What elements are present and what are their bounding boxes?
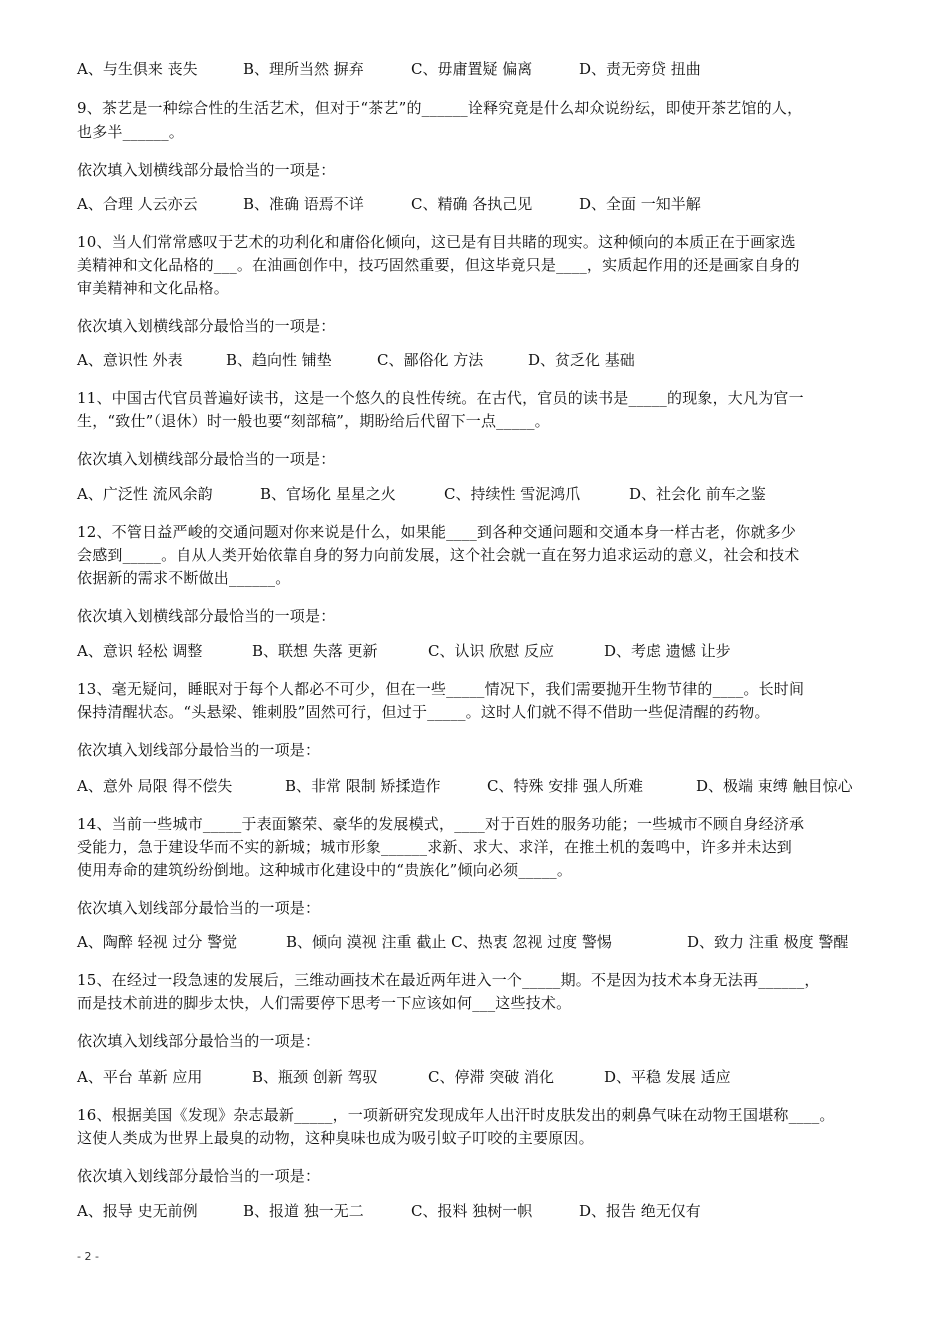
q12-stem-line-3: 依据新的需求不断做出______。 (77, 569, 291, 587)
q10-instruction: 依次填入划横线部分最恰当的一项是： (77, 317, 336, 335)
q12-instruction: 依次填入划横线部分最恰当的一项是： (77, 607, 336, 625)
q9-option-a: A、合理 人云亦云 (77, 195, 198, 213)
q16-stem-line-2: 这使人类成为世界上最臭的动物，这种臭味也成为吸引蚊子叮咬的主要原因。 (77, 1129, 594, 1147)
q12-option-a: A、意识 轻松 调整 (77, 642, 203, 660)
q12-option-c: C、认识 欣慰 反应 (428, 642, 555, 660)
q10-stem-line-2: 美精神和文化品格的___。在油画创作中，技巧固然重要，但这毕竟只是____，实质起作用的还是画家自身的 (77, 256, 800, 274)
q15-option-c: C、停滞 突破 消化 (428, 1068, 555, 1086)
q10-stem-line-1: 10、当人们常常感叹于艺术的功利化和庸俗化倾向，这已是有目共睹的现实。这种倾向的本质正在于画家选 (77, 233, 796, 251)
q14-stem-line-1: 14、当前一些城市_____于表面繁荣、豪华的发展模式，____对于百姓的服务功能；一些城市不顾自身经济承 (77, 815, 805, 833)
q8-option-d: D、责无旁贷 扭曲 (579, 60, 701, 78)
q12-option-d: D、考虑 遗憾 让步 (604, 642, 731, 660)
q16-option-c: C、报料 独树一帜 (411, 1202, 533, 1220)
q11-stem-line-2: 生，“致仕”（退休）时一般也要“刻部稿”，期盼给后代留下一点_____。 (77, 412, 550, 430)
q11-option-d: D、社会化 前车之鉴 (629, 485, 766, 503)
q14-stem-line-2: 受能力，急于建设华而不实的新城；城市形象______求新、求大、求洋，在推土机的轰鸣中，许多并未达到 (77, 838, 793, 856)
q11-instruction: 依次填入划横线部分最恰当的一项是： (77, 450, 336, 468)
q8-option-b: B、理所当然 摒弃 (243, 60, 364, 78)
q9-instruction: 依次填入划横线部分最恰当的一项是： (77, 161, 336, 179)
q16-option-b: B、报道 独一无二 (243, 1202, 364, 1220)
q13-stem-line-1: 13、毫无疑问，睡眠对于每个人都必不可少，但在一些_____情况下，我们需要抛开生物节律的____。长时间 (77, 680, 805, 698)
q11-option-b: B、官场化 星星之火 (260, 485, 396, 503)
q11-stem-line-1: 11、中国古代官员普遍好读书，这是一个悠久的良性传统。在古代，官员的读书是_____的现象，大凡为官一 (77, 389, 804, 407)
q9-stem-line-1: 9、茶艺是一种综合性的生活艺术，但对于“茶艺”的______诠释究竟是什么却众说纷纭，即使开茶艺馆的人， (77, 99, 803, 117)
q16-option-a: A、报导 史无前例 (77, 1202, 198, 1220)
q15-option-d: D、平稳 发展 适应 (604, 1068, 731, 1086)
q9-option-d: D、全面 一知半解 (579, 195, 701, 213)
q13-option-b: B、非常 限制 矫揉造作 (285, 777, 441, 795)
q13-instruction: 依次填入划线部分最恰当的一项是： (77, 741, 321, 759)
q13-option-d: D、极端 束缚 触目惊心 (696, 777, 853, 795)
q10-option-a: A、意识性 外表 (77, 351, 183, 369)
q13-stem-line-2: 保持清醒状态。“头悬梁、锥刺股”固然可行，但过于_____。这时人们就不得不借助一些促清醒的药物。 (77, 703, 770, 721)
q10-option-d: D、贫乏化 基础 (528, 351, 635, 369)
q12-stem-line-2: 会感到_____。自从人类开始依靠自身的努力向前发展，这个社会就一直在努力追求运动的意义，社会和技术 (77, 546, 800, 564)
q14-option-b-c: B、倾向 漠视 注重 截止 C、热衷 忽视 过度 警惕 (286, 933, 612, 951)
q10-option-c: C、鄙俗化 方法 (377, 351, 484, 369)
q14-instruction: 依次填入划线部分最恰当的一项是： (77, 899, 321, 917)
q16-instruction: 依次填入划线部分最恰当的一项是： (77, 1167, 321, 1185)
q15-stem-line-2: 而是技术前进的脚步太快，人们需要停下思考一下应该如何___这些技术。 (77, 994, 572, 1012)
q14-stem-line-3: 使用寿命的建筑纷纷倒地。这种城市化建设中的“贵族化”倾向必须_____。 (77, 861, 573, 879)
q8-option-a: A、与生俱来 丧失 (77, 60, 198, 78)
q9-option-c: C、精确 各执己见 (411, 195, 533, 213)
q11-option-c: C、持续性 雪泥鸿爪 (444, 485, 581, 503)
q11-option-a: A、广泛性 流风余韵 (77, 485, 213, 503)
q12-option-b: B、联想 失落 更新 (252, 642, 378, 660)
q14-option-a: A、陶醉 轻视 过分 警觉 (77, 933, 238, 951)
page-number: - 2 - (77, 1250, 99, 1263)
q15-stem-line-1: 15、在经过一段急速的发展后，三维动画技术在最近两年进入一个_____期。不是因为技术本身无法再______， (77, 971, 820, 989)
q14-option-d: D、致力 注重 极度 警醒 (687, 933, 849, 951)
q15-instruction: 依次填入划线部分最恰当的一项是： (77, 1032, 321, 1050)
q10-option-b: B、趋向性 铺垫 (226, 351, 332, 369)
q13-option-c: C、特殊 安排 强人所难 (487, 777, 644, 795)
q12-stem-line-1: 12、不管日益严峻的交通问题对你来说是什么，如果能____到各种交通问题和交通本身一样古老，你就多少 (77, 523, 797, 541)
q13-option-a: A、意外 局限 得不偿失 (77, 777, 233, 795)
q15-option-a: A、平台 革新 应用 (77, 1068, 203, 1086)
q16-option-d: D、报告 绝无仅有 (579, 1202, 701, 1220)
q15-option-b: B、瓶颈 创新 驾驭 (252, 1068, 378, 1086)
q8-option-c: C、毋庸置疑 偏离 (411, 60, 533, 78)
q16-stem-line-1: 16、根据美国《发现》杂志最新_____，一项新研究发现成年人出汗时皮肤发出的刺鼻气味在动物王国堪称____。 (77, 1106, 835, 1124)
q10-stem-line-3: 审美精神和文化品格。 (77, 279, 230, 297)
q9-option-b: B、准确 语焉不详 (243, 195, 364, 213)
q9-stem-line-2: 也多半______。 (77, 123, 185, 141)
